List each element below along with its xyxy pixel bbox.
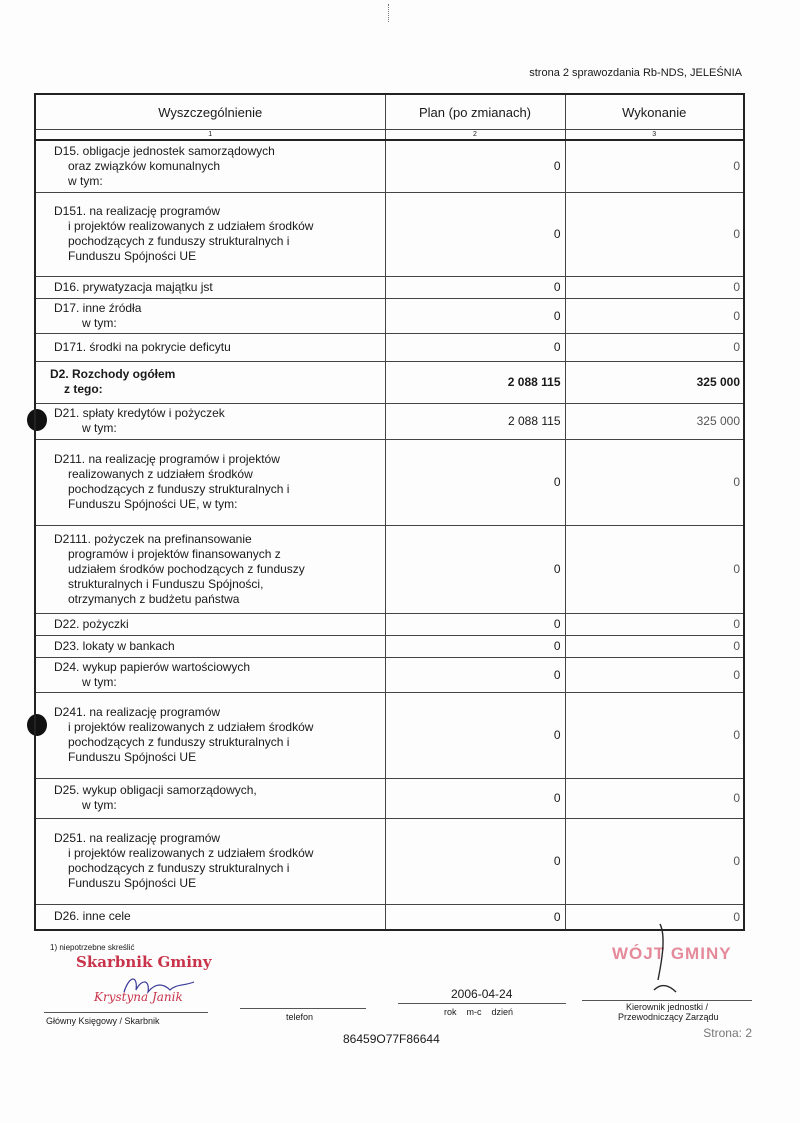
description-line: D2. Rozchody ogółem bbox=[50, 367, 176, 381]
phone-label: telefon bbox=[286, 1012, 314, 1022]
execution-value: 0 bbox=[565, 333, 744, 361]
description-line: Funduszu Spójności UE bbox=[68, 750, 197, 764]
description-line: D171. środki na pokrycie deficytu bbox=[54, 339, 231, 354]
date-line bbox=[398, 1003, 566, 1004]
description-line: D211. na realizację programów i projektów bbox=[54, 452, 280, 466]
column-number: 1 bbox=[35, 130, 385, 141]
execution-value: 0 bbox=[565, 276, 744, 298]
column-header-execution: Wykonanie bbox=[565, 94, 744, 130]
row-description bbox=[35, 692, 385, 778]
description-line: pochodzących z funduszy strukturalnych i bbox=[68, 861, 290, 875]
plan-value: 0 bbox=[385, 904, 565, 930]
description-line: programów i projektów finansowanych z bbox=[68, 546, 281, 561]
table-row bbox=[35, 439, 744, 525]
table-row bbox=[35, 298, 744, 333]
row-description bbox=[35, 635, 385, 657]
plan-value: 0 bbox=[385, 333, 565, 361]
row-description bbox=[35, 298, 385, 333]
plan-value: 0 bbox=[385, 525, 565, 613]
page-header: strona 2 sprawozdania Rb-NDS, JELEŚNIA bbox=[529, 67, 742, 79]
head-label: Kierownik jednostki / bbox=[626, 1002, 709, 1012]
description-line: z tego: bbox=[64, 382, 103, 396]
plan-value: 0 bbox=[385, 692, 565, 778]
description-line: D16. prywatyzacja majątku jst bbox=[54, 279, 213, 294]
row-description bbox=[35, 140, 385, 192]
description-line: Funduszu Spójności UE bbox=[68, 249, 197, 263]
table-row bbox=[35, 692, 744, 778]
execution-value: 0 bbox=[565, 192, 744, 276]
column-number: 3 bbox=[565, 130, 744, 141]
description-line: udziałem środków pochodzących z funduszy bbox=[68, 561, 305, 576]
plan-value: 0 bbox=[385, 657, 565, 692]
description-line: Funduszu Spójności UE, w tym: bbox=[68, 497, 238, 511]
description-line: D22. pożyczki bbox=[54, 616, 129, 631]
row-description bbox=[35, 613, 385, 635]
footnote: 1) niepotrzebne skreślić bbox=[50, 943, 135, 952]
head-signature bbox=[640, 920, 690, 1000]
table-row bbox=[35, 403, 744, 439]
table-row bbox=[35, 778, 744, 818]
execution-value: 0 bbox=[565, 525, 744, 613]
description-line: strukturalnych i Funduszu Spójności, bbox=[68, 576, 264, 591]
description-line: D251. na realizację programów bbox=[54, 831, 221, 845]
description-line: pochodzących z funduszy strukturalnych i bbox=[68, 735, 290, 749]
description-line: w tym: bbox=[82, 674, 117, 689]
row-description bbox=[35, 904, 385, 930]
document-code: 86459O77F86644 bbox=[343, 1032, 440, 1046]
table-row bbox=[35, 525, 744, 613]
row-description bbox=[35, 361, 385, 403]
row-description bbox=[35, 276, 385, 298]
description-line: D15. obligacje jednostek samorządowych bbox=[54, 143, 275, 158]
head-label: Przewodniczący Zarządu bbox=[618, 1012, 719, 1022]
row-description bbox=[35, 657, 385, 692]
table-row bbox=[35, 192, 744, 276]
execution-value: 0 bbox=[565, 657, 744, 692]
plan-value: 0 bbox=[385, 298, 565, 333]
column-header-plan: Plan (po zmianach) bbox=[385, 94, 565, 130]
execution-value: 0 bbox=[565, 439, 744, 525]
execution-value: 0 bbox=[565, 298, 744, 333]
table-row bbox=[35, 333, 744, 361]
scan-mark bbox=[388, 4, 391, 22]
row-description bbox=[35, 333, 385, 361]
row-description bbox=[35, 778, 385, 818]
column-number: 2 bbox=[385, 130, 565, 141]
plan-value: 0 bbox=[385, 613, 565, 635]
column-header-description: Wyszczególnienie bbox=[35, 94, 385, 130]
table-body bbox=[35, 140, 744, 930]
description-line: w tym: bbox=[68, 173, 103, 188]
plan-value: 0 bbox=[385, 140, 565, 192]
plan-value: 0 bbox=[385, 635, 565, 657]
plan-value: 0 bbox=[385, 818, 565, 904]
table-row bbox=[35, 635, 744, 657]
row-description bbox=[35, 818, 385, 904]
treasurer-name: Krystyna Janik bbox=[94, 990, 183, 1004]
treasurer-label: Główny Księgowy / Skarbnik bbox=[46, 1016, 160, 1026]
description-line: D21. spłaty kredytów i pożyczek bbox=[54, 406, 225, 420]
execution-value: 325 000 bbox=[565, 403, 744, 439]
table-row bbox=[35, 276, 744, 298]
description-line: i projektów realizowanych z udziałem środków bbox=[68, 219, 314, 233]
description-line: D24. wykup papierów wartościowych bbox=[54, 659, 251, 674]
description-line: oraz związków komunalnych bbox=[68, 158, 221, 173]
description-line: w tym: bbox=[82, 315, 117, 330]
description-line: w tym: bbox=[82, 798, 117, 812]
wojt-stamp: WÓJT GMINY bbox=[612, 944, 732, 963]
description-line: otrzymanych z budżetu państwa bbox=[68, 591, 240, 606]
phone-line bbox=[240, 1008, 366, 1009]
description-line: D2111. pożyczek na prefinansowanie bbox=[54, 531, 252, 546]
table-row bbox=[35, 818, 744, 904]
description-line: D23. lokaty w bankach bbox=[54, 638, 175, 653]
description-line: D151. na realizację programów bbox=[54, 204, 221, 218]
treasurer-stamp: Skarbnik Gminy bbox=[76, 953, 212, 971]
description-line: i projektów realizowanych z udziałem środków bbox=[68, 846, 314, 860]
execution-value: 0 bbox=[565, 635, 744, 657]
table-row bbox=[35, 904, 744, 930]
plan-value: 0 bbox=[385, 276, 565, 298]
table-row bbox=[35, 361, 744, 403]
description-line: Funduszu Spójności UE bbox=[68, 876, 197, 890]
plan-value: 2 088 115 bbox=[385, 403, 565, 439]
execution-value: 325 000 bbox=[565, 361, 744, 403]
description-line: pochodzących z funduszy strukturalnych i bbox=[68, 482, 290, 496]
execution-value: 0 bbox=[565, 613, 744, 635]
signature-line bbox=[44, 1012, 208, 1013]
row-description bbox=[35, 525, 385, 613]
row-description bbox=[35, 403, 385, 439]
description-line: D26. inne cele bbox=[54, 909, 131, 924]
table-row bbox=[35, 657, 744, 692]
report-table bbox=[34, 93, 745, 931]
report-date: 2006-04-24 bbox=[451, 987, 513, 1001]
plan-value: 0 bbox=[385, 439, 565, 525]
description-line: D25. wykup obligacji samorządowych, bbox=[54, 783, 257, 797]
plan-value: 0 bbox=[385, 778, 565, 818]
description-line: pochodzących z funduszy strukturalnych i bbox=[68, 234, 290, 248]
row-description bbox=[35, 192, 385, 276]
row-description bbox=[35, 439, 385, 525]
description-line: realizowanych z udziałem środków bbox=[68, 467, 253, 481]
head-signature-line bbox=[582, 1000, 752, 1001]
execution-value: 0 bbox=[565, 818, 744, 904]
description-line: i projektów realizowanych z udziałem środków bbox=[68, 720, 314, 734]
execution-value: 0 bbox=[565, 904, 744, 930]
plan-value: 2 088 115 bbox=[385, 361, 565, 403]
table-row bbox=[35, 613, 744, 635]
description-line: D241. na realizację programów bbox=[54, 705, 221, 719]
plan-value: 0 bbox=[385, 192, 565, 276]
execution-value: 0 bbox=[565, 140, 744, 192]
execution-value: 0 bbox=[565, 692, 744, 778]
date-label: rok m-c dzień bbox=[444, 1007, 514, 1017]
description-line: w tym: bbox=[82, 421, 117, 435]
execution-value: 0 bbox=[565, 778, 744, 818]
table-row bbox=[35, 140, 744, 192]
description-line: D17. inne źródła bbox=[54, 300, 142, 315]
page-number: Strona: 2 bbox=[703, 1026, 752, 1040]
